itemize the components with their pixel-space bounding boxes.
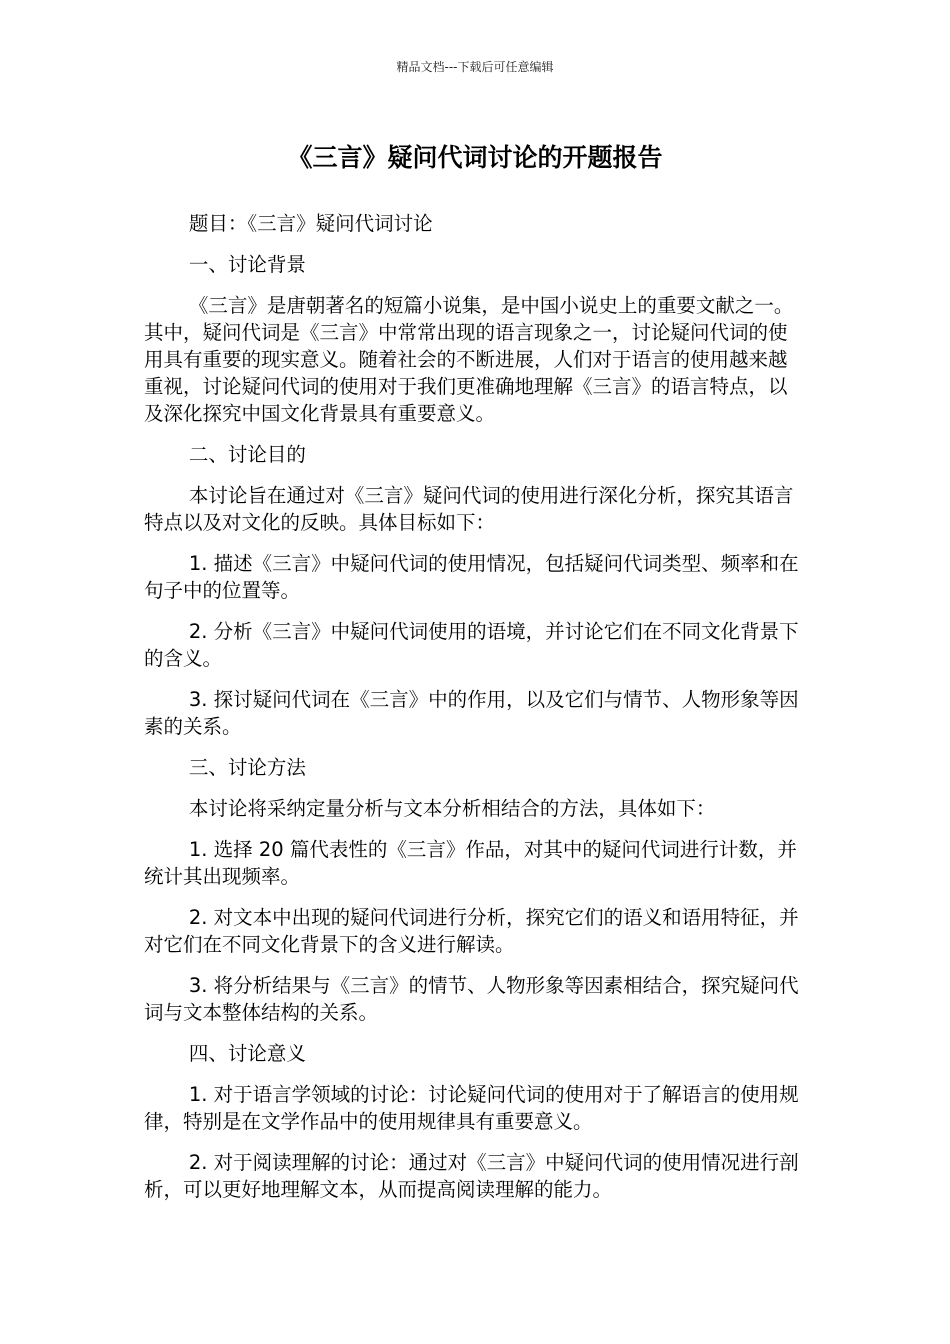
purpose-item-2: 2. 分析《三言》中疑问代词使用的语境，并讨论它们在不同文化背景下的含义。 bbox=[144, 620, 799, 670]
section-heading-significance: 四、讨论意义 bbox=[188, 1042, 306, 1065]
purpose-item-3: 3. 探讨疑问代词在《三言》中的作用，以及它们与情节、人物形象等因素的关系。 bbox=[144, 688, 799, 738]
document-body bbox=[144, 210, 804, 1217]
background-paragraph: 《三言》是唐朝著名的短篇小说集，是中国小说史上的重要文献之一。其中，疑问代词是《三言》中常常出现的语言现象之一，讨论疑问代词的使用具有重要的现实意义。随着社会的不断进展，人们对于语言的使用越来越重视，讨论疑问代词的使用对于我们更准确地理解《三言》的语言特点，以及深化探究中国文化背景具有重要意义。 bbox=[144, 294, 794, 425]
document-title: 《三言》疑问代词讨论的开题报告 bbox=[287, 143, 663, 172]
purpose-item-1: 1. 描述《三言》中疑问代词的使用情况，包括疑问代词类型、频率和在句子中的位置等。 bbox=[144, 552, 799, 602]
method-item-2: 2. 对文本中出现的疑问代词进行分析，探究它们的语义和语用特征，并对它们在不同文化背景下的含义进行解读。 bbox=[144, 906, 799, 956]
topic-line: 题目：《三言》疑问代词讨论 bbox=[188, 212, 433, 235]
section-heading-purpose: 二、讨论目的 bbox=[188, 443, 306, 466]
significance-item-1: 1. 对于语言学领域的讨论：讨论疑问代词的使用对于了解语言的使用规律，特别是在文学作品中的使用规律具有重要意义。 bbox=[144, 1083, 799, 1133]
section-heading-background: 一、讨论背景 bbox=[188, 253, 306, 276]
section-heading-method: 三、讨论方法 bbox=[188, 756, 306, 779]
method-item-3: 3. 将分析结果与《三言》的情节、人物形象等因素相结合，探究疑问代词与文本整体结构的关系。 bbox=[144, 974, 799, 1024]
page-header: 精品文档---下载后可任意编辑 bbox=[396, 60, 554, 74]
method-paragraph: 本讨论将采纳定量分析与文本分析相结合的方法，具体如下： bbox=[188, 797, 716, 820]
significance-item-2: 2. 对于阅读理解的讨论：通过对《三言》中疑问代词的使用情况进行剖析，可以更好地理解文本，从而提高阅读理解的能力。 bbox=[144, 1151, 799, 1201]
method-item-1: 1. 选择 20 篇代表性的《三言》作品，对其中的疑问代词进行计数，并统计其出现频率。 bbox=[144, 838, 797, 888]
purpose-paragraph: 本讨论旨在通过对《三言》疑问代词的使用进行深化分析，探究其语言特点以及对文化的反映。具体目标如下： bbox=[144, 484, 794, 534]
